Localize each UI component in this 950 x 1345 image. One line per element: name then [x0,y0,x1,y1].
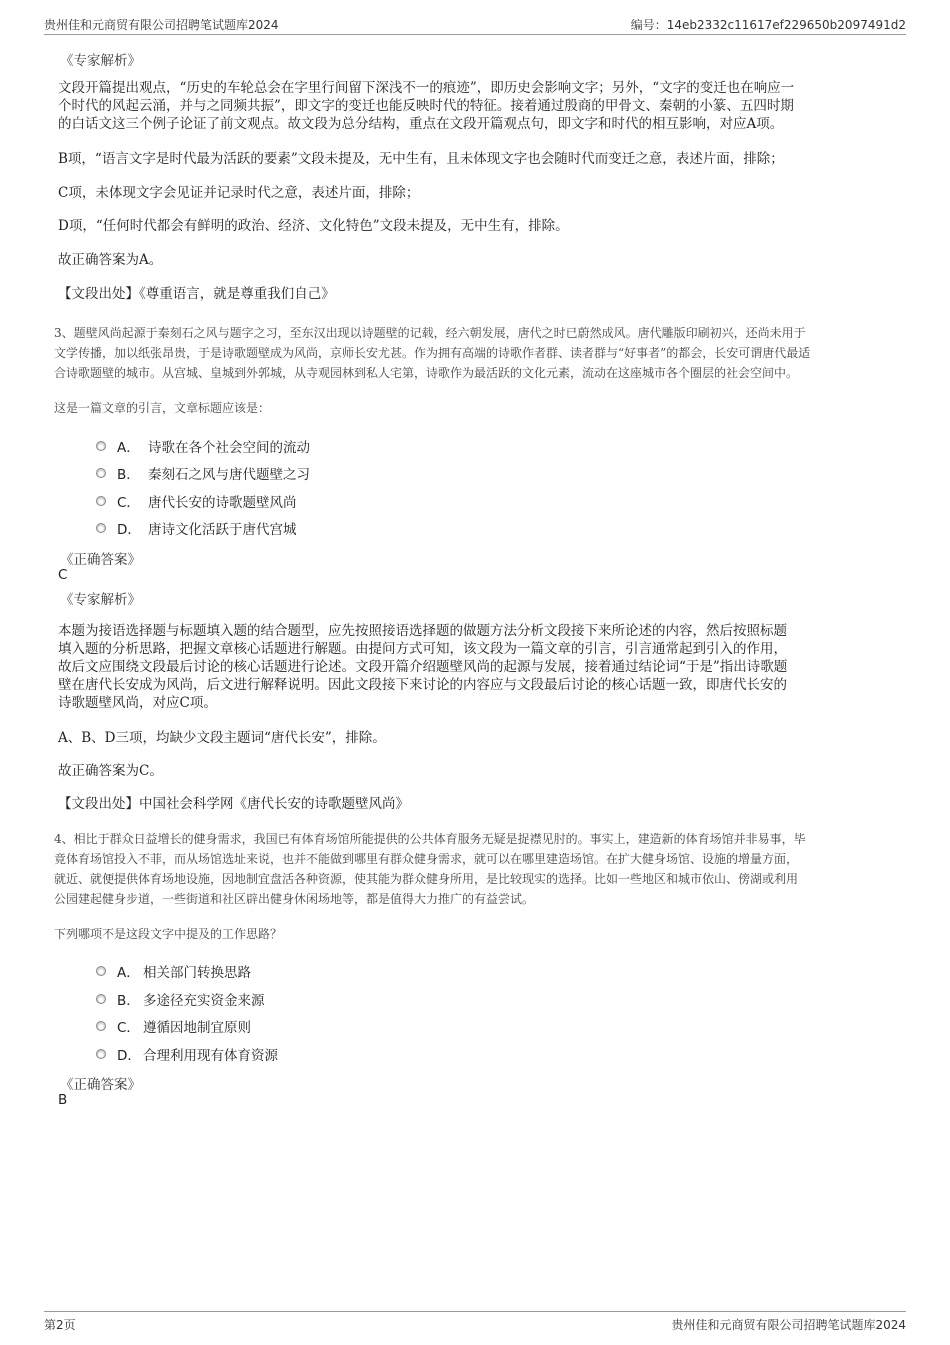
page-footer [44,1311,906,1334]
radio-button[interactable] [96,966,106,976]
option-text: 合理利用现有体育资源 [143,1048,278,1064]
option-c-analysis: C项，未体现文字会见证并记录时代之意，表述片面，排除； [58,185,420,201]
analysis-paragraph-line: 壁在唐代长安成为风尚，后文进行解释说明。因此文段接下来讨论的内容应与文段最后讨论的核心话题一致，即唐代长安的 [58,677,787,693]
question-stem-line: 文学传播，加以纸张昂贵，于是诗歌题壁成为风尚，京师长安尤甚。作为拥有高端的诗歌作者群、读者群与“好事者”的都会，长安可谓唐代最适 [54,346,811,360]
question-prompt: 下列哪项不是这段文字中提及的工作思路？ [54,927,283,941]
radio-button[interactable] [96,1021,106,1031]
option-letter: D． [117,1048,141,1064]
radio-button[interactable] [96,441,106,451]
passage-source: 【文段出处】中国社会科学网《唐代长安的诗歌题壁风尚》 [58,796,409,812]
option-letter: B． [117,993,140,1009]
option-d-analysis: D项，“任何时代都会有鲜明的政治、经济、文化特色”文段未提及，无中生有，排除。 [58,218,569,234]
question-prompt: 这是一篇文章的引言，文章标题应该是： [54,401,271,415]
option-letter: C． [117,495,140,511]
analysis-paragraph-line: 个时代的风起云涌，并与之同频共振”，即文字的变迁也能反映时代的特征。接着通过殷商的甲骨文、秦朝的小篆、五四时期 [58,98,794,114]
analysis-paragraph-line: 的白话文这三个例子论证了前文观点。故文段为总分结构，重点在文段开篇观点句，即文字和时代的相互影响，对应A项。 [58,116,784,132]
option-text: 唐代长安的诗歌题壁风尚 [148,495,297,511]
analysis-paragraph-line: 诗歌题壁风尚，对应C项。 [58,695,217,711]
analysis-paragraph-line: 文段开篇提出观点，“历史的车轮总会在字里行间留下深浅不一的痕迹”，即历史会影响文字；另外，“文字的变迁也在响应一 [58,80,795,96]
options-abd-analysis: A、B、D三项，均缺少文段主题词“唐代长安”，排除。 [58,730,386,746]
correct-answer-label: 《正确答案》 [60,552,141,568]
option-letter: B． [117,467,140,483]
option-b-analysis: B项，“语言文字是时代最为活跃的要素”文段未提及，无中生有，且未体现文字也会随时代而变迁之意，表述片面，排除； [58,151,784,167]
option-text: 相关部门转换思路 [143,965,251,981]
expert-analysis-label: 《专家解析》 [60,53,141,69]
question-stem-line: 3、题壁风尚起源于秦刻石之风与题字之习，至东汉出现以诗题壁的记载，经六朝发展，唐代之时已蔚然成风。唐代雕版印刷初兴，还尚未用于 [54,326,806,340]
option-letter: A． [117,440,140,456]
question-stem-line: 合诗歌题壁的城市。从宫城、皇城到外郭城，从寺观园林到私人宅第，诗歌作为最活跃的文化元素，流动在这座城市各个圈层的社会空间中。 [54,366,799,380]
radio-button[interactable] [96,1049,106,1059]
analysis-paragraph-line: 填入题的分析思路，把握文章核心话题进行解题。由提问方式可知，该文段为一篇文章的引言，引言通常起到引入的作用， [58,641,787,657]
option-text: 秦刻石之风与唐代题壁之习 [148,467,310,483]
question-stem-line: 就近、就便提供体育场地设施，因地制宜盘活各种资源，使其能为群众健身所用，是比较现实的选择。比如一些地区和城市依山、傍湖或利用 [54,872,799,886]
header-code: 编号：14eb2332c11617ef229650b2097491d2 [630,18,906,32]
header-title: 贵州佳和元商贸有限公司招聘笔试题库2024 [44,18,279,32]
correct-answer: B [58,1092,68,1108]
question-stem-line: 4、相比于群众日益增长的健身需求，我国已有体育场馆所能提供的公共体育服务无疑是捉襟见肘的。事实上，建造新的体育场馆并非易事，毕 [54,832,806,846]
analysis-conclusion: 故正确答案为A。 [58,252,163,268]
option-text: 唐诗文化活跃于唐代宫城 [148,522,297,538]
option-letter: C． [117,1020,140,1036]
radio-button[interactable] [96,994,106,1004]
option-text: 多途径充实资金来源 [143,993,265,1009]
analysis-paragraph-line: 故后文应围绕文段最后讨论的核心话题进行论述。文段开篇介绍题壁风尚的起源与发展，接着通过结论词“于是”指出诗歌题 [58,659,788,675]
question-stem-line: 竟体育场馆投入不菲，而从场馆选址来说，也并不能做到哪里有群众健身需求，就可以在哪里建造场馆。在扩大健身场馆、设施的增量方面， [54,852,799,866]
passage-source: 【文段出处】《尊重语言，就是尊重我们自己》 [58,286,335,302]
expert-analysis-label: 《专家解析》 [60,592,141,608]
radio-button[interactable] [96,468,106,478]
page-header [44,14,906,35]
correct-answer: C [58,567,68,583]
correct-answer-label: 《正确答案》 [60,1077,141,1093]
radio-button[interactable] [96,496,106,506]
option-text: 诗歌在各个社会空间的流动 [148,440,310,456]
page-number: 第2页 [44,1318,76,1332]
option-letter: D． [117,522,141,538]
question-stem-line: 公园建起健身步道，一些街道和社区辟出健身休闲场地等，都是值得大力推广的有益尝试。 [54,892,535,906]
option-letter: A． [117,965,140,981]
radio-button[interactable] [96,523,106,533]
analysis-paragraph-line: 本题为接语选择题与标题填入题的结合题型，应先按照接语选择题的做题方法分析文段接下来所论述的内容，然后按照标题 [58,623,787,639]
footer-title: 贵州佳和元商贸有限公司招聘笔试题库2024 [671,1318,906,1332]
analysis-conclusion: 故正确答案为C。 [58,763,163,779]
option-text: 遵循因地制宜原则 [143,1020,251,1036]
